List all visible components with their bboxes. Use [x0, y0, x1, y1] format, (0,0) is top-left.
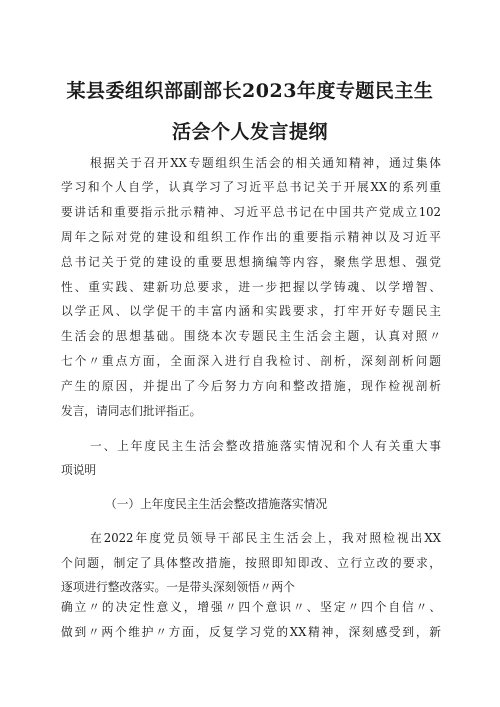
- body-line: 七个〃重点方面，全面深入进行自我检讨、剖析，深刻剖析问题: [61, 354, 441, 368]
- body-line: 要讲话和重要指示批示精神、习近平总书记在中国共产党成立102: [61, 205, 441, 219]
- section-heading-continued: 项说明: [61, 463, 97, 477]
- body-line: 性、重实践、建新功总要求，进一步把握以学铸魂、以学增智、: [61, 280, 441, 294]
- body-line: 学习和个人自学，认真学习了习近平总书记关于开展XX的系列重: [61, 180, 441, 194]
- body-line: 确立〃的决定性意义，增强〃四个意识〃、坚定〃四个自信〃、: [61, 600, 441, 614]
- body-line: 根据关于召开XX专题组织生活会的相关通知精神，通过集体: [90, 156, 441, 170]
- section-heading: 一、上年度民主生活会整改措施落实情况和个人有关重大事: [90, 439, 441, 453]
- body-line: 以学正风、以学促干的丰富内涵和实践要求，打牢开好专题民主: [61, 304, 441, 318]
- body-line: 做到〃两个维护〃方面，反复学习党的XX精神，深刻感受到，新: [61, 625, 441, 639]
- body-line: 周年之际对党的建设和组织工作作出的重要指示精神以及习近平: [61, 230, 441, 244]
- document-title-line-2: 活会个人发言提纲: [171, 121, 328, 143]
- body-line: 产生的原因，并提出了今后努力方向和整改措施，现作检视剖析: [61, 379, 441, 393]
- body-line: 在2022年度党员领导干部民主生活会上，我对照检视出XX: [90, 531, 441, 545]
- document-title-line-1: 某县委组织部副部长2023年度专题民主生: [66, 80, 434, 102]
- body-line: 生活会的思想基础。围绕本次专题民主生活会主题，认真对照〃: [61, 329, 441, 343]
- body-line: 总书记关于党的建设的重要思想摘编等内容，聚焦学思想、强党: [61, 255, 441, 269]
- subsection-heading: （一）上年度民主生活会整改措施落实情况: [105, 497, 328, 511]
- body-line: 发言，请同志们批评指正。: [61, 404, 202, 418]
- body-line: 个问题，制定了具体整改措施，按照即知即改、立行立改的要求，: [61, 556, 441, 570]
- body-line: 逐项进行整改落实。一是带头深刻领悟〃两个: [61, 580, 295, 594]
